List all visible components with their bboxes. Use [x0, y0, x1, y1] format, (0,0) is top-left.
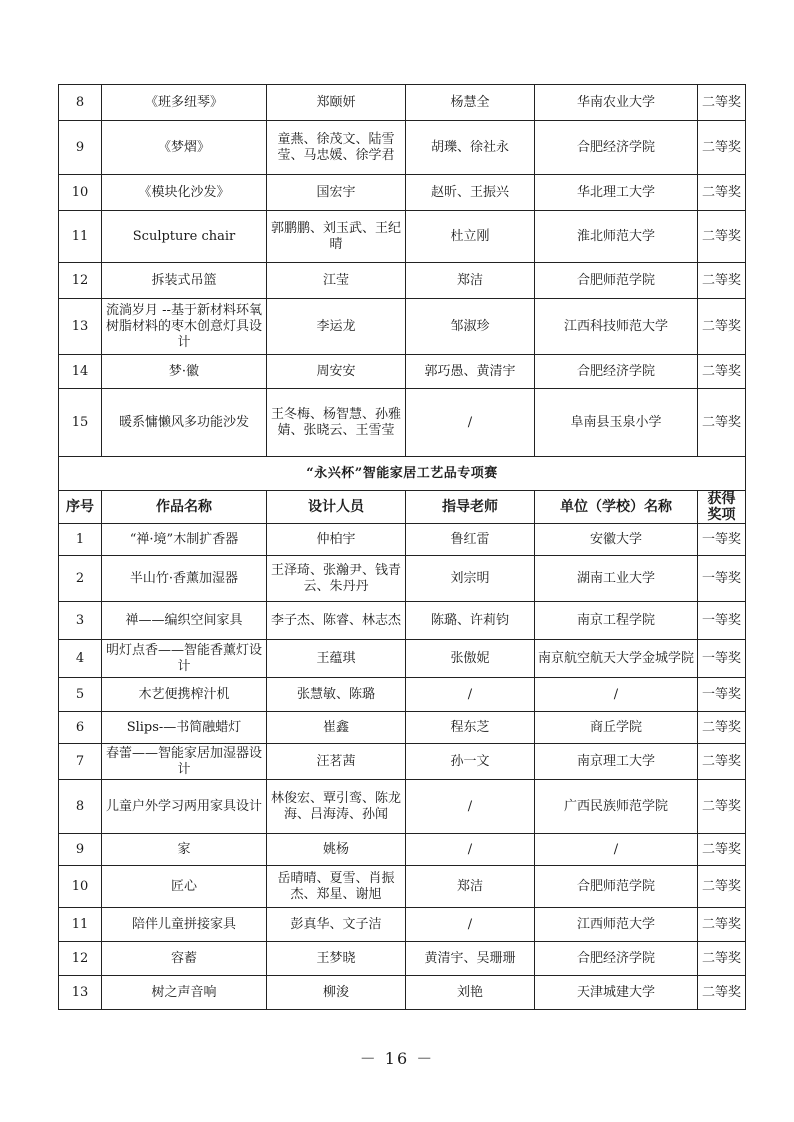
cell-award: 二等奖	[698, 976, 746, 1010]
cell-designer: 王蕴琪	[267, 640, 406, 678]
cell-title: 《班多纽琴》	[102, 85, 267, 121]
cell-designer: 王冬梅、杨智慧、孙雅婧、张晓云、王雪莹	[267, 389, 406, 457]
header-no: 序号	[59, 491, 102, 524]
cell-title: 流淌岁月 --基于新材料环氧树脂材料的枣木创意灯具设计	[102, 299, 267, 355]
cell-no: 3	[59, 602, 102, 640]
table-row	[59, 744, 746, 780]
cell-unit: 安徽大学	[535, 524, 698, 556]
table-row	[59, 908, 746, 942]
header-unit: 单位（学校）名称	[535, 491, 698, 524]
table-row	[59, 640, 746, 678]
cell-teacher: 刘艳	[406, 976, 535, 1010]
cell-award: 二等奖	[698, 712, 746, 744]
cell-award: 二等奖	[698, 866, 746, 908]
cell-no: 14	[59, 355, 102, 389]
cell-title: 暖系慵懒风多功能沙发	[102, 389, 267, 457]
cell-teacher: 郑洁	[406, 263, 535, 299]
cell-designer: 郑颐妍	[267, 85, 406, 121]
cell-designer: 周安安	[267, 355, 406, 389]
table-row	[59, 712, 746, 744]
cell-designer: 岳晴晴、夏雪、肖振杰、郑星、谢旭	[267, 866, 406, 908]
cell-designer: 李运龙	[267, 299, 406, 355]
table-row	[59, 299, 746, 355]
cell-title: 明灯点香——智能香薰灯设计	[102, 640, 267, 678]
table-row	[59, 524, 746, 556]
cell-title: 春蕾——智能家居加湿器设计	[102, 744, 267, 780]
table-row	[59, 85, 746, 121]
cell-teacher: 郑洁	[406, 866, 535, 908]
cell-award: 一等奖	[698, 640, 746, 678]
table-row	[59, 389, 746, 457]
table-row	[59, 211, 746, 263]
cell-award: 二等奖	[698, 263, 746, 299]
cell-no: 5	[59, 678, 102, 712]
table-row	[59, 942, 746, 976]
cell-award: 二等奖	[698, 834, 746, 866]
cell-no: 13	[59, 299, 102, 355]
cell-teacher: 程东芝	[406, 712, 535, 744]
cell-designer: 童燕、徐茂文、陆雪莹、马忠媛、徐学君	[267, 121, 406, 175]
table-header-row	[59, 491, 746, 524]
cell-teacher: 黄清宇、吴珊珊	[406, 942, 535, 976]
cell-designer: 崔鑫	[267, 712, 406, 744]
cell-designer: 仲柏宇	[267, 524, 406, 556]
cell-teacher: 刘宗明	[406, 556, 535, 602]
table-row	[59, 175, 746, 211]
cell-teacher: 陈璐、许莉钧	[406, 602, 535, 640]
header-title: 作品名称	[102, 491, 267, 524]
cell-award: 二等奖	[698, 389, 746, 457]
cell-title: 禅——编织空间家具	[102, 602, 267, 640]
cell-designer: 王梦晓	[267, 942, 406, 976]
cell-designer: 林俊宏、覃引鸾、陈龙海、吕海涛、孙闻	[267, 780, 406, 834]
cell-unit: 合肥师范学院	[535, 263, 698, 299]
cell-title: 家	[102, 834, 267, 866]
cell-title: 树之声音响	[102, 976, 267, 1010]
cell-unit: 合肥师范学院	[535, 866, 698, 908]
cell-unit: 天津城建大学	[535, 976, 698, 1010]
cell-title: 容蓄	[102, 942, 267, 976]
cell-no: 9	[59, 834, 102, 866]
cell-unit: 合肥经济学院	[535, 942, 698, 976]
cell-no: 7	[59, 744, 102, 780]
cell-teacher: 胡瓅、徐社永	[406, 121, 535, 175]
cell-teacher: /	[406, 389, 535, 457]
cell-award: 二等奖	[698, 121, 746, 175]
cell-teacher: 杜立刚	[406, 211, 535, 263]
cell-unit: 南京工程学院	[535, 602, 698, 640]
cell-teacher: /	[406, 678, 535, 712]
cell-title: 半山竹·香薰加湿器	[102, 556, 267, 602]
cell-unit: 广西民族师范学院	[535, 780, 698, 834]
section-title-row	[59, 457, 746, 491]
cell-title: 拆装式吊篮	[102, 263, 267, 299]
cell-unit: 南京理工大学	[535, 744, 698, 780]
table-row	[59, 678, 746, 712]
table-row	[59, 556, 746, 602]
cell-title: “禅·境”木制扩香器	[102, 524, 267, 556]
cell-designer: 李子杰、陈睿、林志杰	[267, 602, 406, 640]
table-row	[59, 602, 746, 640]
cell-title: Slips-—书简融蜡灯	[102, 712, 267, 744]
cell-no: 15	[59, 389, 102, 457]
table-row	[59, 866, 746, 908]
cell-award: 二等奖	[698, 744, 746, 780]
cell-no: 4	[59, 640, 102, 678]
cell-unit: 江西科技师范大学	[535, 299, 698, 355]
cell-title: 梦·徽	[102, 355, 267, 389]
cell-title: 匠心	[102, 866, 267, 908]
cell-award: 二等奖	[698, 175, 746, 211]
cell-award: 一等奖	[698, 678, 746, 712]
cell-unit: /	[535, 834, 698, 866]
cell-no: 2	[59, 556, 102, 602]
cell-unit: 商丘学院	[535, 712, 698, 744]
table-row	[59, 121, 746, 175]
cell-designer: 江莹	[267, 263, 406, 299]
cell-teacher: /	[406, 834, 535, 866]
cell-teacher: 郭巧愚、黄清宇	[406, 355, 535, 389]
cell-no: 13	[59, 976, 102, 1010]
header-award: 获得奖项	[698, 491, 746, 524]
cell-unit: 南京航空航天大学金城学院	[535, 640, 698, 678]
cell-teacher: 孙一文	[406, 744, 535, 780]
cell-designer: 张慧敏、陈璐	[267, 678, 406, 712]
cell-unit: 湖南工业大学	[535, 556, 698, 602]
cell-unit: 华北理工大学	[535, 175, 698, 211]
cell-title: 《模块化沙发》	[102, 175, 267, 211]
cell-title: 木艺便携榨汁机	[102, 678, 267, 712]
cell-unit: /	[535, 678, 698, 712]
cell-designer: 汪茗茜	[267, 744, 406, 780]
cell-teacher: /	[406, 908, 535, 942]
cell-designer: 国宏宇	[267, 175, 406, 211]
cell-unit: 江西师范大学	[535, 908, 698, 942]
cell-designer: 柳浚	[267, 976, 406, 1010]
cell-no: 9	[59, 121, 102, 175]
header-teacher: 指导老师	[406, 491, 535, 524]
cell-title: 儿童户外学习两用家具设计	[102, 780, 267, 834]
cell-award: 二等奖	[698, 85, 746, 121]
award-table	[58, 84, 746, 1010]
cell-no: 10	[59, 175, 102, 211]
cell-teacher: 鲁红雷	[406, 524, 535, 556]
cell-designer: 彭真华、文子洁	[267, 908, 406, 942]
cell-designer: 姚杨	[267, 834, 406, 866]
cell-no: 11	[59, 908, 102, 942]
cell-unit: 华南农业大学	[535, 85, 698, 121]
cell-no: 12	[59, 942, 102, 976]
cell-teacher: 杨慧全	[406, 85, 535, 121]
cell-unit: 阜南县玉泉小学	[535, 389, 698, 457]
cell-no: 11	[59, 211, 102, 263]
cell-no: 8	[59, 85, 102, 121]
cell-teacher: /	[406, 780, 535, 834]
cell-award: 一等奖	[698, 602, 746, 640]
cell-award: 二等奖	[698, 211, 746, 263]
page-number: － 16 －	[359, 1049, 435, 1068]
table-row	[59, 263, 746, 299]
cell-award: 二等奖	[698, 355, 746, 389]
cell-no: 1	[59, 524, 102, 556]
cell-award: 一等奖	[698, 556, 746, 602]
cell-teacher: 赵昕、王振兴	[406, 175, 535, 211]
cell-designer: 郭鹏鹏、刘玉武、王纪晴	[267, 211, 406, 263]
cell-award: 二等奖	[698, 908, 746, 942]
cell-title: 《梦熠》	[102, 121, 267, 175]
cell-no: 12	[59, 263, 102, 299]
section-title: “永兴杯”智能家居工艺品专项赛	[59, 457, 746, 491]
table-row	[59, 780, 746, 834]
table-row	[59, 976, 746, 1010]
cell-unit: 淮北师范大学	[535, 211, 698, 263]
cell-award: 二等奖	[698, 299, 746, 355]
table-row	[59, 834, 746, 866]
cell-title: Sculpture chair	[102, 211, 267, 263]
cell-no: 8	[59, 780, 102, 834]
cell-designer: 王泽琦、张瀚尹、钱青云、朱丹丹	[267, 556, 406, 602]
cell-title: 陪伴儿童拼接家具	[102, 908, 267, 942]
header-designer: 设计人员	[267, 491, 406, 524]
cell-unit: 合肥经济学院	[535, 121, 698, 175]
cell-award: 二等奖	[698, 942, 746, 976]
cell-unit: 合肥经济学院	[535, 355, 698, 389]
cell-teacher: 张傲妮	[406, 640, 535, 678]
cell-teacher: 邹淑珍	[406, 299, 535, 355]
cell-no: 10	[59, 866, 102, 908]
table-row	[59, 355, 746, 389]
cell-no: 6	[59, 712, 102, 744]
cell-award: 一等奖	[698, 524, 746, 556]
cell-award: 二等奖	[698, 780, 746, 834]
